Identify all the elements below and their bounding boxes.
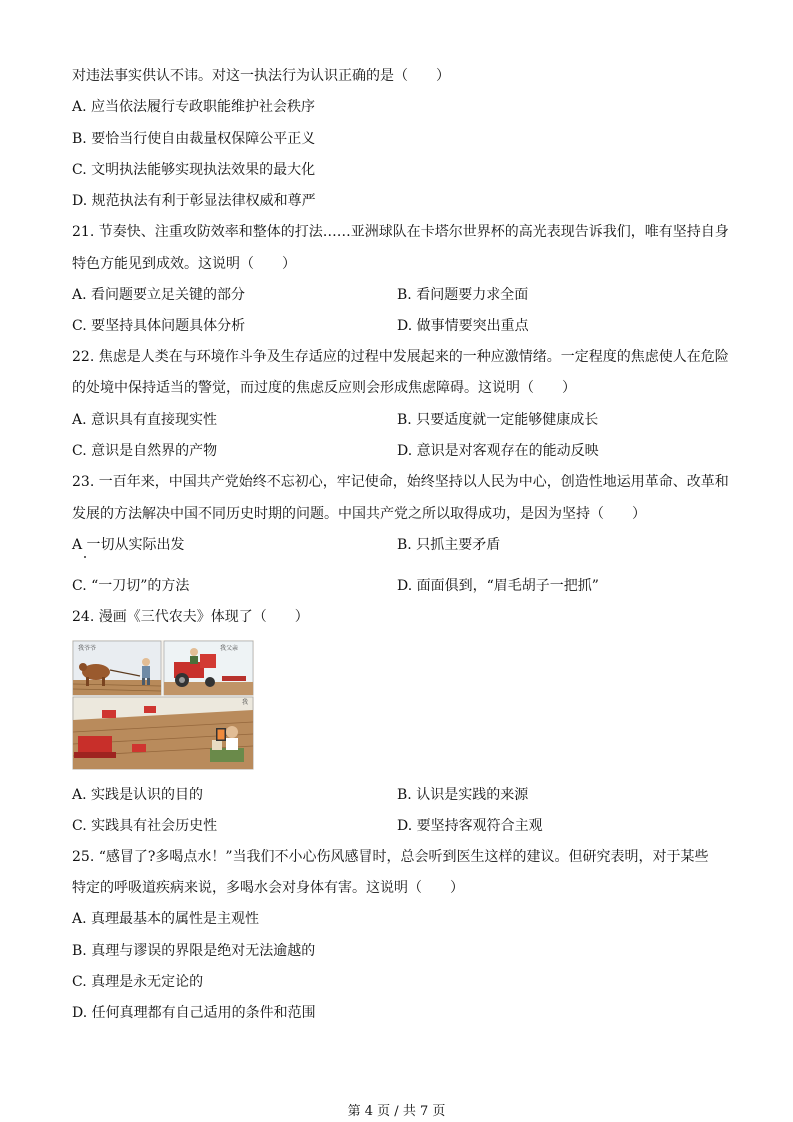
q21-option-d: D. 做事情要突出重点: [397, 318, 529, 334]
q25-option-a: A. 真理最基本的属性是主观性: [72, 911, 260, 927]
q20-option-d: D. 规范执法有利于彰显法律权威和尊严: [72, 193, 316, 209]
q24-option-d: D. 要坚持客观符合主观: [397, 818, 543, 834]
q24-stem: 24. 漫画《三代农夫》体现了（ ）: [72, 609, 309, 625]
q25-stem-line1: 25. “感冒了?多喝点水！”当我们不小心伤风感冒时，总会听到医生这样的建议。但研究表明，对于某些: [72, 849, 709, 865]
q21-option-c: C. 要坚持具体问题具体分析: [72, 318, 246, 334]
q25-option-d: D. 任何真理都有自己适用的条件和范围: [72, 1005, 316, 1021]
q22-stem-line2: 的处境中保持适当的警觉，而过度的焦虑反应则会形成焦虑障碍。这说明（ ）: [72, 380, 576, 396]
panel-grandfather: [73, 641, 161, 695]
q20-option-c: C. 文明执法能够实现执法效果的最大化: [72, 162, 316, 178]
panel-father: [164, 641, 253, 695]
q23-option-a: A 一切从实际出发: [72, 537, 185, 553]
q22-option-c: C. 意识是自然界的产物: [72, 443, 218, 459]
q23-option-b: B. 只抓主要矛盾: [397, 537, 501, 553]
q23-option-d: D. 面面俱到，“眉毛胡子一把抓”: [397, 578, 599, 594]
label-me: 我: [242, 699, 249, 706]
q23-stem-line2: 发展的方法解决中国不同历史时期的问题。中国共产党之所以取得成功，是因为坚持（ ）: [72, 506, 646, 522]
q22-option-a: A. 意识具有直接现实性: [72, 412, 218, 428]
q20-stem: 对违法事实供认不讳。对这一执法行为认识正确的是（ ）: [72, 68, 450, 84]
page-footer: 第 4 页 / 共 7 页: [347, 1104, 446, 1119]
q21-option-b: B. 看问题要力求全面: [397, 287, 529, 303]
q20-option-a: A. 应当依法履行专政职能维护社会秩序: [72, 99, 316, 115]
q24-option-c: C. 实践具有社会历史性: [72, 818, 218, 834]
label-father: 我父亲: [220, 645, 239, 652]
q22-stem-line1: 22. 焦虑是人类在与环境作斗争及生存适应的过程中发展起来的一种应激情绪。一定程度的焦虑使人在危险: [72, 349, 729, 365]
q23-option-c: C. “一刀切”的方法: [72, 578, 190, 594]
stray-dot: [84, 556, 86, 558]
q21-stem-line1: 21. 节奏快、注重攻防效率和整体的打法……亚洲球队在卡塔尔世界杯的高光表现告诉我们，唯有坚持自身: [72, 224, 729, 240]
panel-me: [73, 697, 253, 769]
q24-option-b: B. 认识是实践的来源: [397, 787, 529, 803]
q24-option-a: A. 实践是认识的目的: [72, 787, 204, 803]
q22-option-b: B. 只要适度就一定能够健康成长: [397, 412, 599, 428]
label-grandfather: 我爷爷: [78, 645, 97, 652]
three-generations-farmer-cartoon: [72, 640, 254, 770]
q23-stem-line1: 23. 一百年来，中国共产党始终不忘初心，牢记使命，始终坚持以人民为中心，创造性地运用革命、改革和: [72, 474, 729, 490]
q25-option-c: C. 真理是永无定论的: [72, 974, 204, 990]
q20-option-b: B. 要恰当行使自由裁量权保障公平正义: [72, 131, 316, 147]
q21-option-a: A. 看问题要立足关键的部分: [72, 287, 246, 303]
q22-option-d: D. 意识是对客观存在的能动反映: [397, 443, 599, 459]
q21-stem-line2: 特色方能见到成效。这说明（ ）: [72, 256, 296, 272]
q25-option-b: B. 真理与谬误的界限是绝对无法逾越的: [72, 943, 316, 959]
q25-stem-line2: 特定的呼吸道疾病来说，多喝水会对身体有害。这说明（ ）: [72, 880, 464, 896]
